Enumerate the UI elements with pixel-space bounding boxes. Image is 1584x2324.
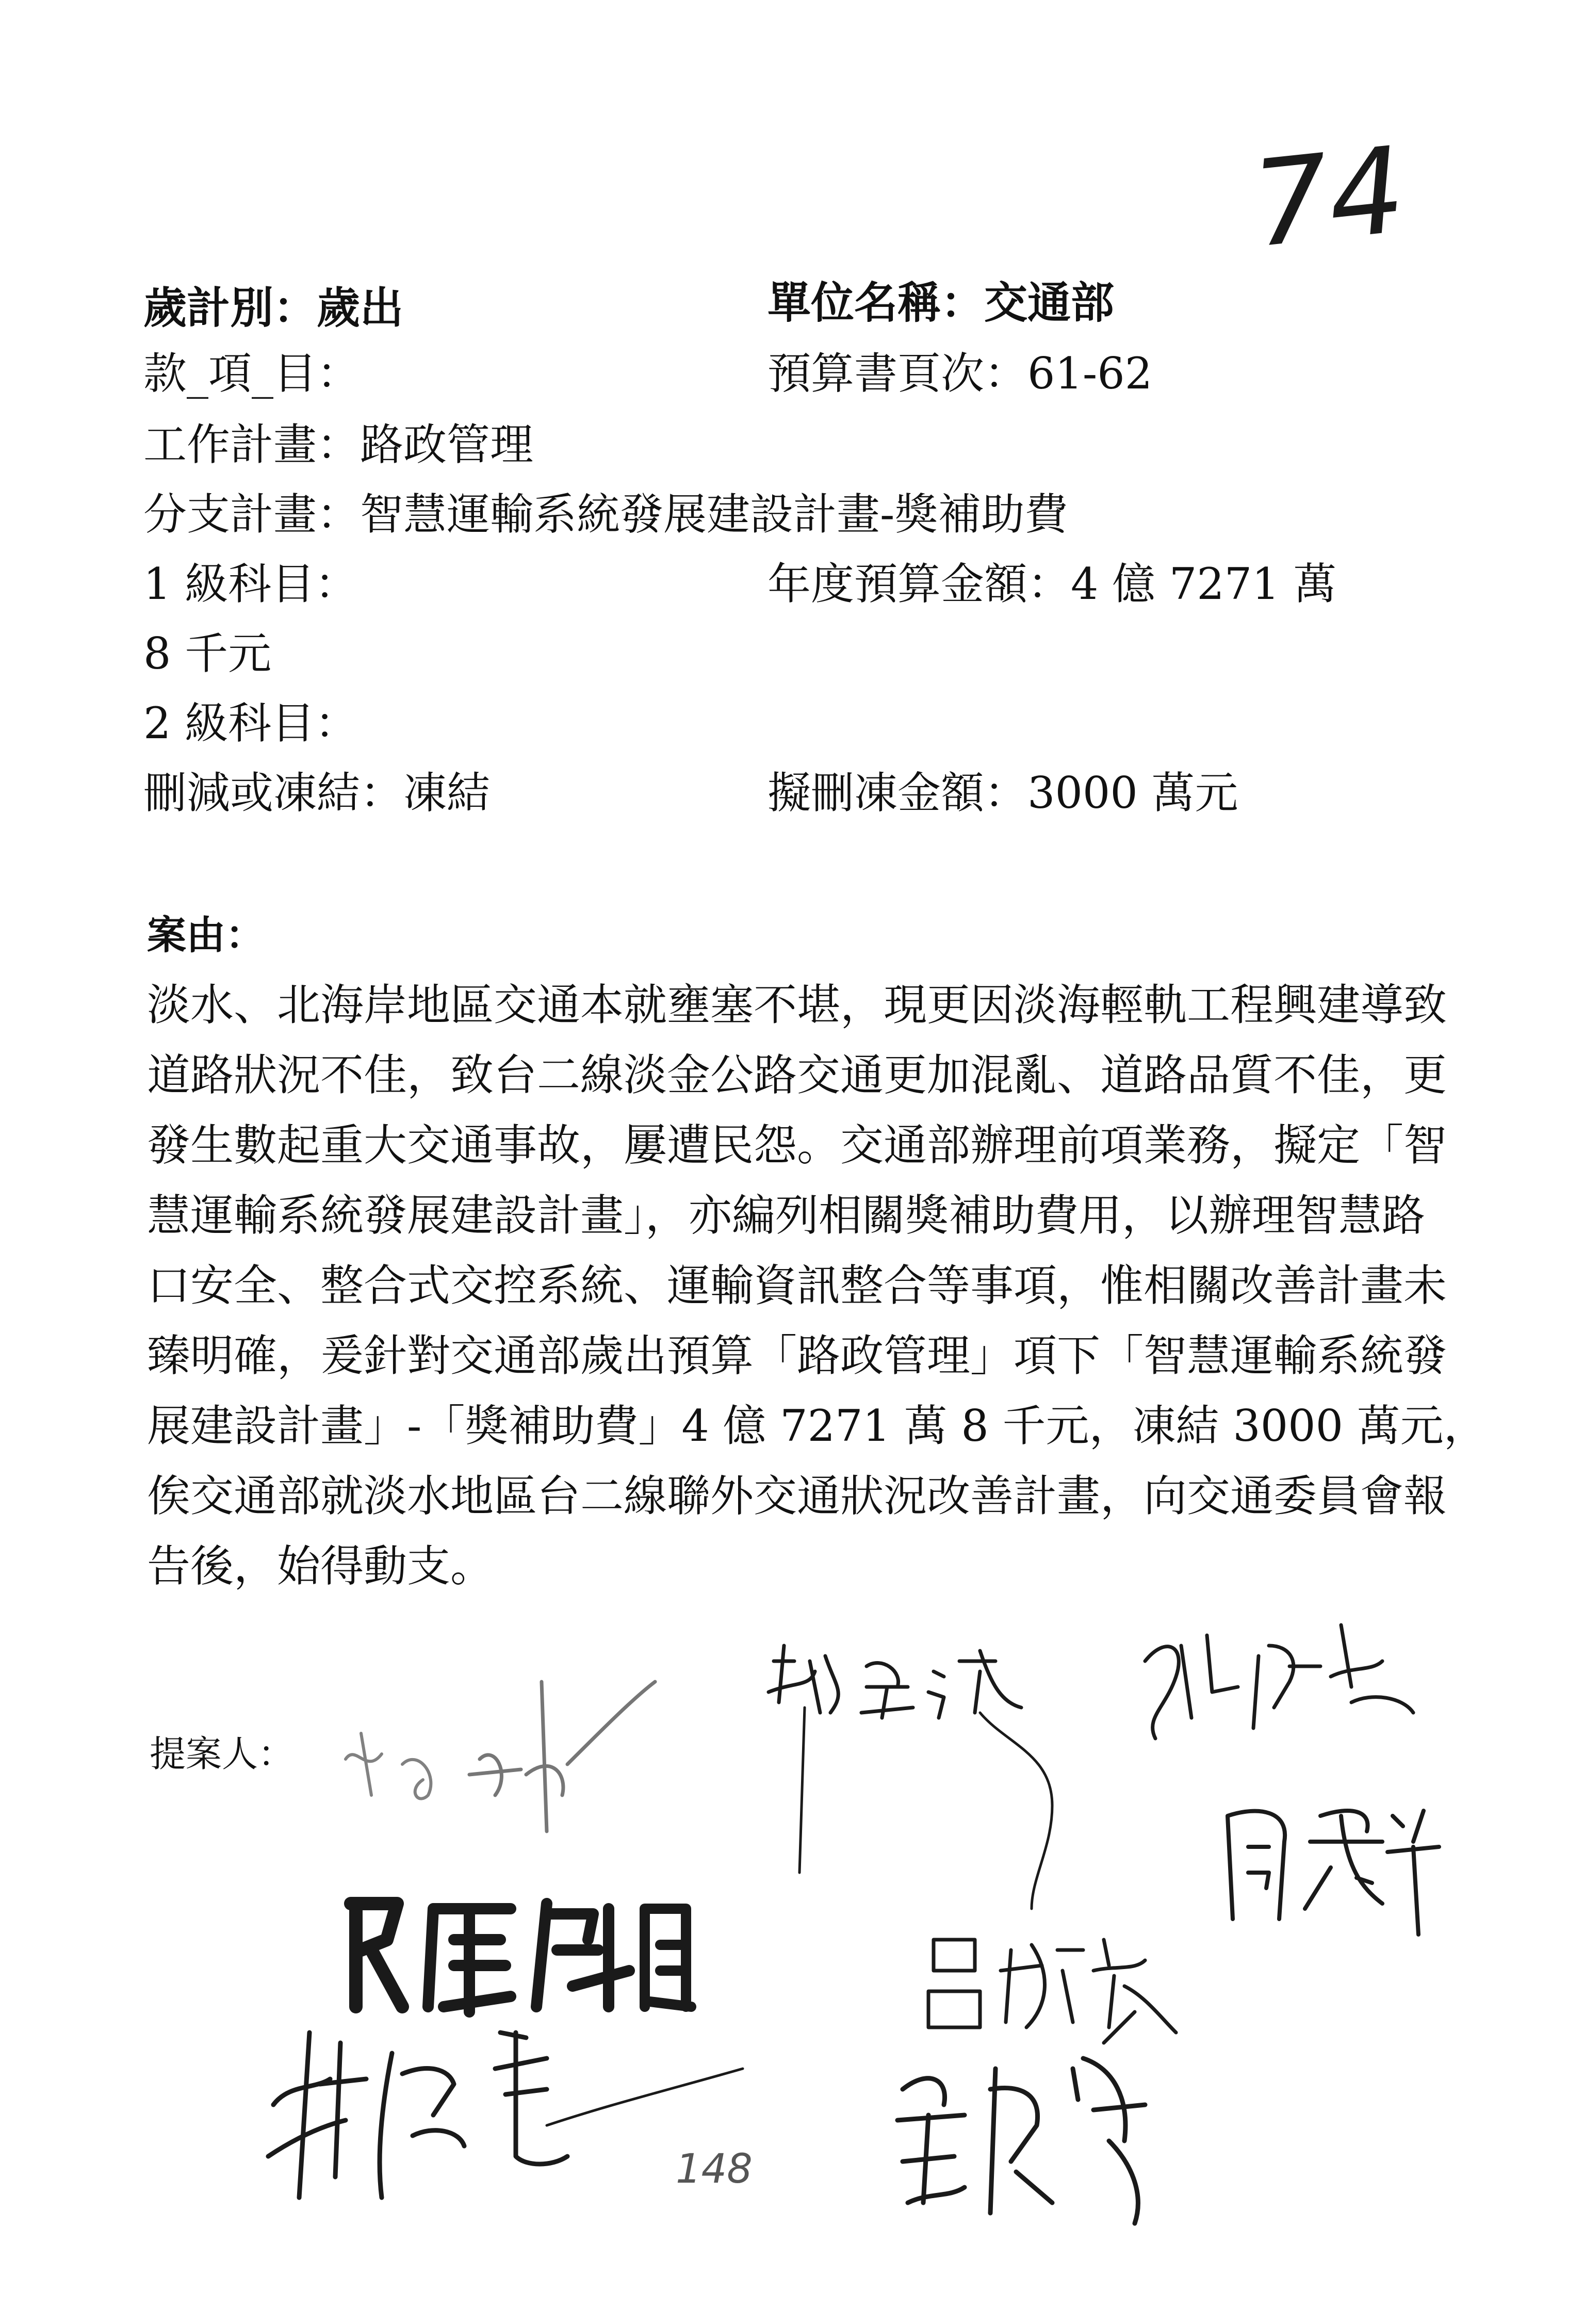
reason-line: 口安全、整合式交控系統、運輸資訊整合等事項，惟相關改善計畫未 bbox=[147, 1260, 1447, 1311]
proposer-label: 提案人： bbox=[150, 1733, 294, 1775]
budget-type: 歲計別：歲出 bbox=[143, 282, 404, 333]
signature-8 bbox=[887, 2038, 1176, 2234]
reason-line: 臻明確，爰針對交通部歲出預算「路政管理」項下「智慧運輸系統發 bbox=[147, 1330, 1447, 1381]
level2-subject: 2 級科目： bbox=[143, 698, 358, 749]
sub-plan: 分支計畫：智慧運輸系統發展建設計畫-獎補助費 bbox=[143, 489, 1068, 540]
reason-title: 案由： bbox=[147, 912, 265, 958]
unit-name: 單位名稱：交通部 bbox=[767, 277, 1115, 328]
handwritten-footer-number: 148 bbox=[676, 2146, 753, 2192]
annual-budget-cont: 8 千元 bbox=[143, 628, 272, 679]
cut-amount: 擬刪凍金額：3000 萬元 bbox=[767, 768, 1238, 818]
level1-subject: 1 級科目： bbox=[143, 559, 358, 609]
reason-line: 俟交通部就淡水地區台二線聯外交通狀況改善計畫，向交通委員會報 bbox=[147, 1471, 1447, 1521]
page-ref: 預算書頁次：61-62 bbox=[767, 348, 1153, 399]
work-plan: 工作計畫：路政管理 bbox=[143, 419, 534, 470]
handwritten-page-number: 74 bbox=[1246, 121, 1411, 274]
reason-line: 道路狀況不佳，致台二線淡金公路交通更加混亂、道路品質不佳，更 bbox=[147, 1050, 1447, 1100]
reason-line: 告後，始得動支。 bbox=[147, 1541, 494, 1591]
item-label: 款_項_目： bbox=[143, 348, 361, 399]
reason-body bbox=[147, 970, 1487, 1601]
signature-4 bbox=[1217, 1785, 1449, 1940]
reason-line: 發生數起重大交通事故，屢遭民怨。交通部辦理前項業務，擬定「智 bbox=[147, 1120, 1447, 1171]
action-type: 刪減或凍結：凍結 bbox=[143, 768, 491, 818]
annual-budget: 年度預算金額：4 億 7271 萬 bbox=[767, 559, 1337, 609]
signature-3 bbox=[1135, 1615, 1424, 1759]
signature-6 bbox=[918, 1919, 1186, 2053]
signature-2 bbox=[763, 1640, 1104, 1929]
signature-1 bbox=[325, 1640, 660, 1826]
reason-line: 慧運輸系統發展建設計畫」，亦編列相關獎補助費用，以辦理智慧路 bbox=[147, 1190, 1426, 1241]
reason-line: 展建設計畫」-「獎補助費」4 億 7271 萬 8 千元，凍結 3000 萬元， bbox=[147, 1401, 1487, 1451]
reason-line: 淡水、北海岸地區交通本就壅塞不堪，現更因淡海輕軌工程興建導致 bbox=[147, 980, 1447, 1030]
